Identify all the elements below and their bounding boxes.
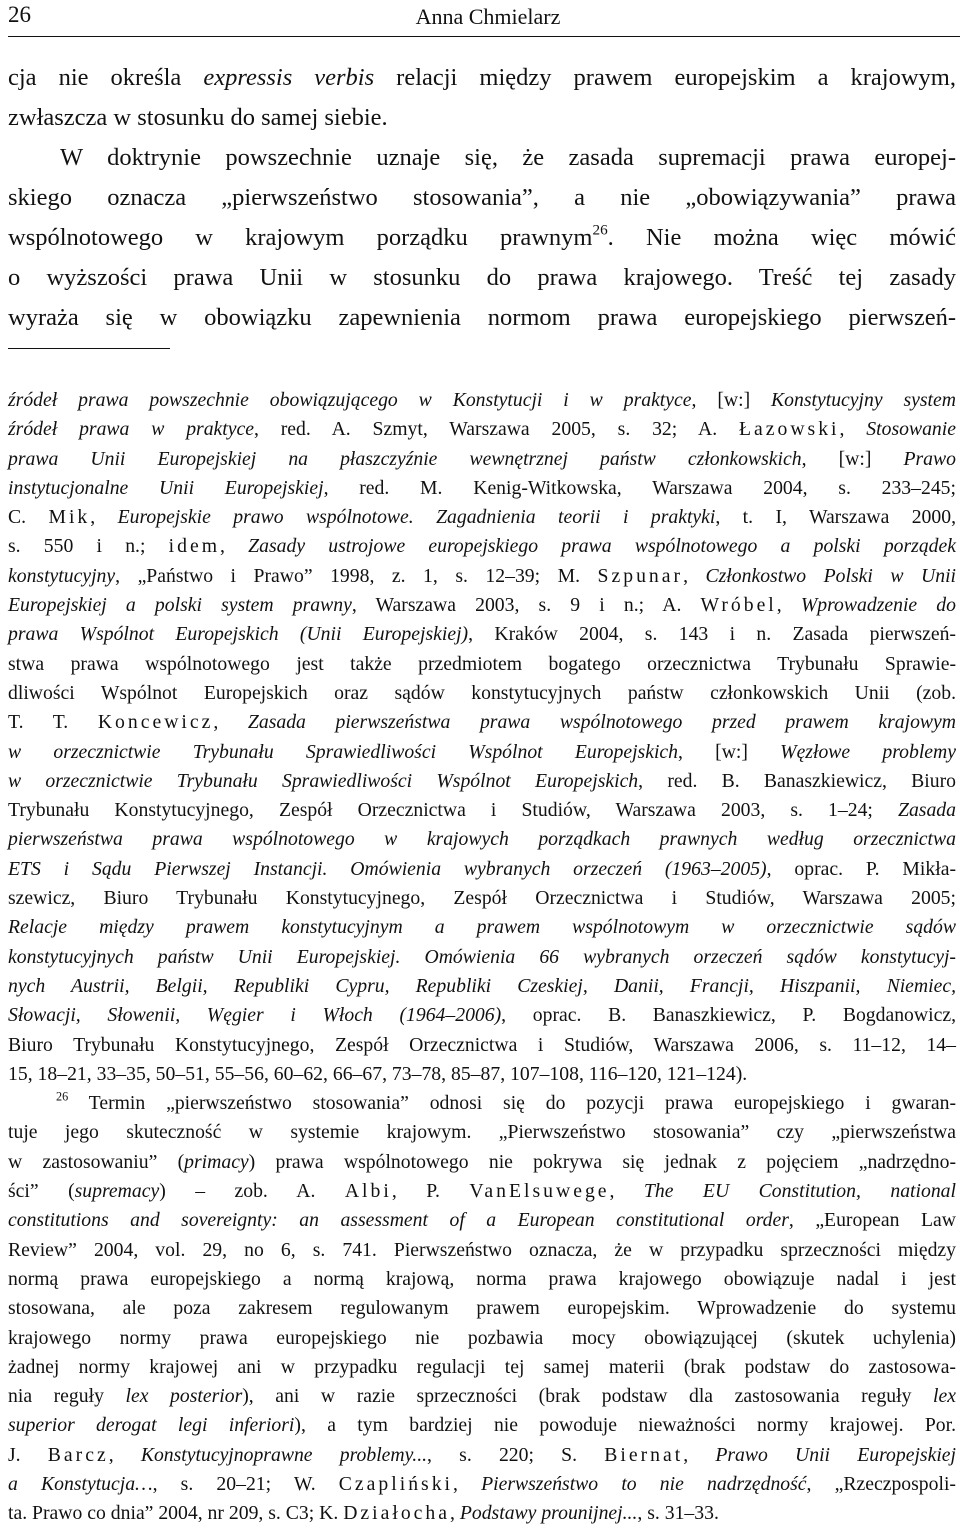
footnote-line: nia reguły lex posterior), ani w razie sprzeczności (brak podstaw dla zastosowania reguły lex xyxy=(8,1385,956,1408)
running-head-author: Anna Chmielarz xyxy=(415,4,561,29)
footnote-line: w orzecznictwie Trybunału Sprawiedliwości Wspólnot Europejskich, [w:] Węzłowe problemy xyxy=(8,740,956,763)
footnote-line: s. 550 i n.; idem, Zasady ustrojowe europejskiego prawa wspólnotowego a polski porządek xyxy=(8,535,957,558)
footnote-line: dliwości Wspólnot Europejskich oraz sądów konstytucyjnych państw członkowskich Unii (zob. xyxy=(8,681,956,704)
footnote-line: w orzecznictwie Trybunału Sprawiedliwości Wspólnot Europejskich, red. B. Banaszkiewicz, Biuro xyxy=(8,769,956,792)
footnote-line: Europejskiej a polski system prawny, Warszawa 2003, s. 9 i n.; A. Wróbel, Wprowadzenie do xyxy=(8,594,956,617)
footnote-line: prawa Unii Europejskiej na płaszczyźnie wewnętrznej państw członkowskich, [w:] Prawo xyxy=(8,447,956,470)
footnote-line: C. Mik, Europejskie prawo wspólnotowe. Zagadnienia teorii i praktyki, t. I, Warszawa 2000, xyxy=(8,506,957,529)
page-header xyxy=(8,0,958,36)
body-paragraphs xyxy=(8,58,956,338)
footnote-line: Słowacji, Słowenii, Węgier i Włoch (1964–2006), oprac. B. Banaszkiewicz, P. Bogdanowicz, xyxy=(8,1004,956,1027)
footnotes xyxy=(8,386,956,1529)
body-line: wyraża się w obowiązku zapewnienia normom prawa europejskiego pierwszeń- xyxy=(8,304,956,331)
footnote-line: constitutions and sovereignty: an assessment of a European constitutional order, „European Law xyxy=(8,1209,956,1232)
footnote-line: konstytucyjny, „Państwo i Prawo” 1998, z. 1, s. 12–39; M. Szpunar, Członkostwo Polski w Unii xyxy=(8,564,957,587)
footnote-line: krajowego normy prawa europejskiego nie pozbawia mocy obowiązującej (skutek uchylenia) xyxy=(8,1326,956,1349)
footnote-line: ści” (supremacy) – zob. A. Albi, P. VanElsuwege, The EU Constitution, national xyxy=(8,1180,956,1203)
footnote-line: Trybunału Konstytucyjnego, Zespół Orzecznictwa i Studiów, Warszawa 2003, s. 1–24; Zasada xyxy=(8,799,956,822)
footnote-line: szewicz, Biuro Trybunału Konstytucyjnego, Zespół Orzecznictwa i Studiów, Warszawa 2005; xyxy=(8,887,956,910)
footnote-line: J. Barcz, Konstytucyjnoprawne problemy..., s. 220; S. Biernat, Prawo Unii Europejskiej xyxy=(8,1443,956,1466)
body-line: cja nie określa expressis verbis relacji między prawem europejskim a krajowym, xyxy=(8,64,956,91)
footnote-line: stosowana, ale poza zakresem regulowanym prawem europejskim. Wprowadzenie do systemu xyxy=(8,1297,956,1320)
footnote-line: źródeł prawa w praktyce, red. A. Szmyt, Warszawa 2005, s. 32; A. Łazowski, Stosowanie xyxy=(8,418,956,441)
footnote-line: ta. Prawo co dnia” 2004, nr 209, s. C3; K. Działocha, Podstawy prounijnej..., s. 31–33. xyxy=(8,1502,719,1525)
footnote-line: Relacje między prawem konstytucyjnym a prawem wspólnotowym w orzecznictwie sądów xyxy=(8,916,956,939)
footnote-separator xyxy=(8,348,170,349)
body-line: zwłaszcza w stosunku do samej siebie. xyxy=(8,104,388,131)
footnote-line: Review” 2004, vol. 29, no 6, s. 741. Pierwszeństwo oznacza, że w przypadku sprzeczności między xyxy=(8,1238,956,1261)
body-line: o wyższości prawa Unii w stosunku do prawa krajowego. Treść tej zasady xyxy=(8,264,956,291)
footnote-line: prawa Wspólnot Europejskich (Unii Europejskiej), Kraków 2004, s. 143 i n. Zasada pierwszeń- xyxy=(8,623,956,646)
footnote-line: $^{26}$ Termin „pierwszeństwo stosowania” odnosi się do pozycji prawa europejskiego i gwaran- xyxy=(56,1089,956,1115)
footnote-line: żadnej normy krajowej ani w przypadku regulacji tej samej materii (brak podstaw do zastosowa- xyxy=(8,1355,956,1378)
body-line: W doktrynie powszechnie uznaje się, że zasada supremacji prawa europej- xyxy=(60,144,956,171)
footnote-line: Biuro Trybunału Konstytucyjnego, Zespół Orzecznictwa i Studiów, Warszawa 2006, s. 11–12, 14– xyxy=(8,1033,956,1056)
footnote-line: w zastosowaniu” (primacy) prawa wspólnotowego nie pokrywa się jednak z pojęciem „nadrzędno- xyxy=(8,1150,956,1173)
body-line: skiego oznacza „pierwszeństwo stosowania”, a nie „obowiązywania” prawa xyxy=(8,184,956,211)
footnote-line: superior derogat legi inferiori), a tym bardziej nie powoduje nieważności normy krajowej. Por. xyxy=(8,1414,957,1437)
footnote-line: stwa prawa wspólnotowego jest także przedmiotem bogatego orzecznictwa Trybunału Sprawie- xyxy=(8,652,956,675)
footnote-line: tuje jego skuteczność w systemie krajowym. „Pierwszeństwo stosowania” czy „pierwszeństwa xyxy=(8,1121,956,1144)
footnote-line: źródeł prawa powszechnie obowiązującego w Konstytucji i w praktyce, [w:] Konstytucyjny system xyxy=(8,389,956,411)
footnote-line: 15, 18–21, 33–35, 50–51, 55–56, 60–62, 66–67, 73–78, 85–87, 107–108, 116–120, 121–124). xyxy=(8,1062,748,1085)
body-line: wspólnotowego w krajowym porządku prawnym$^{26}$. Nie można więc mówić xyxy=(8,221,956,251)
footnote-line: instytucjonalne Unii Europejskiej, red. M. Kenig-Witkowska, Warszawa 2004, s. 233–245; xyxy=(8,476,956,499)
footnote-line: a Konstytucja…, s. 20–21; W. Czapliński, Pierwszeństwo to nie nadrzędność, „Rzeczpospoli- xyxy=(8,1472,956,1495)
footnote-line: T. T. Koncewicz, Zasada pierwszeństwa prawa wspólnotowego przed prawem krajowym xyxy=(8,711,957,734)
footnote-line: konstytucyjnych państw Unii Europejskiej. Omówienia 66 wybranych orzeczeń sądów konstytucyj- xyxy=(8,945,956,968)
page-number: 26 xyxy=(8,2,31,27)
footnote-line: normą prawa europejskiego a normą krajową, norma prawa krajowego obowiązuje nadal i jest xyxy=(8,1267,956,1290)
footnote-line: ETS i Sądu Pierwszej Instancji. Omówienia wybranych orzeczeń (1963–2005), oprac. P. Mikła- xyxy=(8,857,956,880)
header-rule xyxy=(8,36,960,37)
footnote-line: nych Austrii, Belgii, Republiki Cypru, Republiki Czeskiej, Danii, Francji, Hiszpanii, Niemiec, xyxy=(8,974,956,997)
footnote-line: pierwszeństwa prawa wspólnotowego w krajowych porządkach prawnych według orzecznictwa xyxy=(8,828,956,851)
